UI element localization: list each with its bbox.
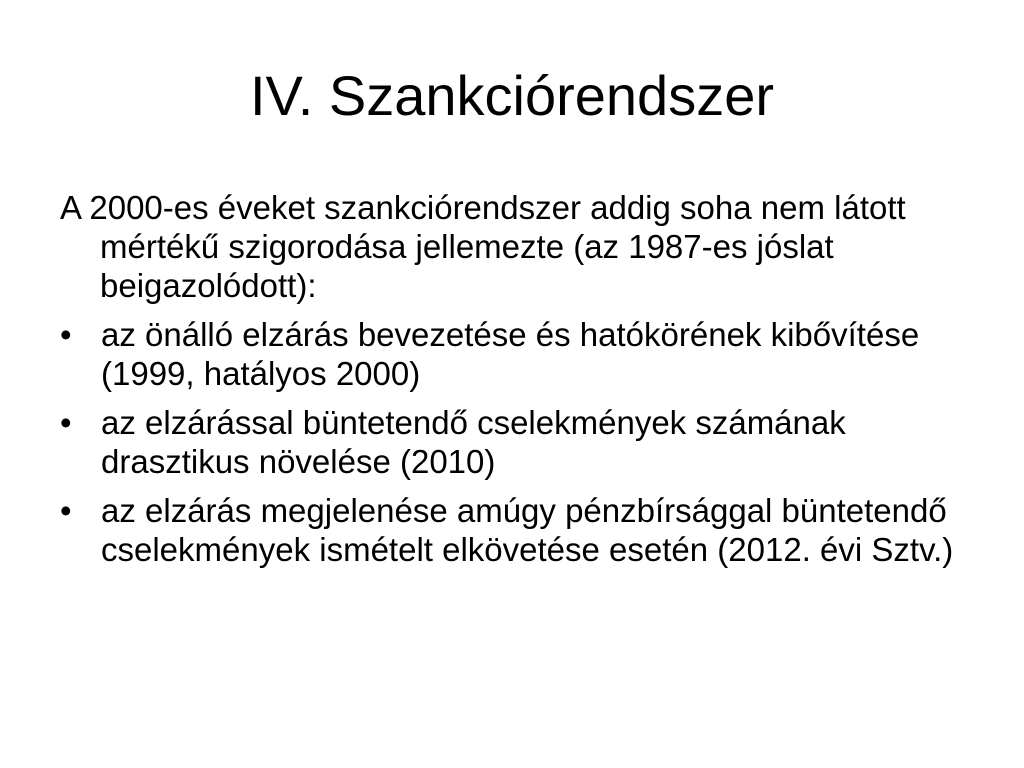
bullet-item [60,491,970,569]
bullet-item [60,315,970,393]
bullet-text: az önálló elzárás bevezetése és hatókörének kibővítése (1999, hatályos 2000) [101,316,920,392]
bullet-icon: • [60,492,72,529]
bullet-text: az elzárás megjelenése amúgy pénzbírsággal büntetendő cselekmények ismételt elkövetése esetén (2012. évi Sztv.) [101,492,954,568]
bullet-icon: • [60,316,72,353]
bullet-list [60,315,970,569]
slide-title: IV. Szankciórendszer [250,64,774,127]
bullet-text: az elzárással büntetendő cselekmények számának drasztikus növelése (2010) [101,404,846,480]
bullet-icon: • [60,404,72,441]
bullet-item [60,403,970,481]
intro-paragraph: A 2000-es éveket szankciórendszer addig soha nem látott mértékű szigorodása jellemezte (az 1987-es jóslat beigazolódott): [60,189,906,304]
slide-body [60,188,970,579]
